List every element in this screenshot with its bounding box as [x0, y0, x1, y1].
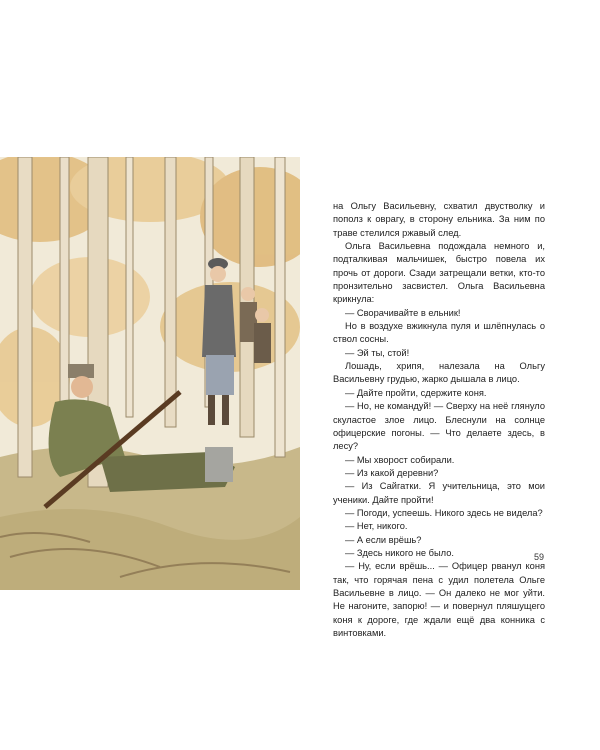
story-paragraph: — Из Сайгатки. Я учительница, это мои ученики. Дайте пройти! [333, 481, 545, 505]
story-paragraph: — Погоди, успеешь. Никого здесь не видела? [345, 507, 543, 518]
story-paragraph: — Но, не командуй! — Сверху на неё глянуло скуластое злое лицо. Блеснули на солнце офицерские погоны. — Что делаете здесь, в лесу? [333, 401, 545, 452]
story-paragraph: — Сворачивайте в ельник! [345, 307, 461, 318]
story-text [333, 200, 545, 640]
story-paragraph: Ольга Васильевна подождала немного и, подталкивая мальчишек, быстро повела их прочь от дороги. Сзади затрещали ветки, кто-то пронзительно засвистел. Ольга Васильевна крикнула: [333, 241, 545, 305]
story-paragraph: — Мы хворост собирали. [345, 454, 455, 465]
story-paragraph: на Ольгу Васильевну, схватил двустволку и пополз к оврагу, в сторону ельника. За ним по траве стелился ржавый след. [333, 201, 545, 238]
story-paragraph: — Эй ты, стой! [345, 347, 410, 358]
story-paragraph: — Из какой деревни? [345, 467, 439, 478]
story-paragraph: — Здесь никого не было. [345, 547, 454, 558]
page-number: 59 [534, 552, 545, 562]
story-paragraph: — Дайте пройти, сдержите коня. [345, 387, 487, 398]
story-paragraph: Лошадь, хрипя, налезала на Ольгу Васильевну грудью, жарко дышала в лицо. [333, 361, 545, 385]
story-paragraph: — Ну, если врёшь... — Офицер рванул коня так, что горячая пена с удил полетела Ольге Васильевне в лицо. — Он далеко не мог уйти. Не нагоните, запорю! — и повернул пляшущего коня к дороге, где ждали ещё два конника с винтовками. [333, 561, 545, 638]
story-paragraph: — А если врёшь? [345, 534, 422, 545]
forest-scene [0, 157, 300, 590]
story-paragraph: — Нет, никого. [345, 521, 408, 532]
forest-illustration [0, 157, 300, 590]
story-paragraph: Но в воздухе вжикнула пуля и шлёпнулась о ствол сосны. [333, 321, 545, 345]
